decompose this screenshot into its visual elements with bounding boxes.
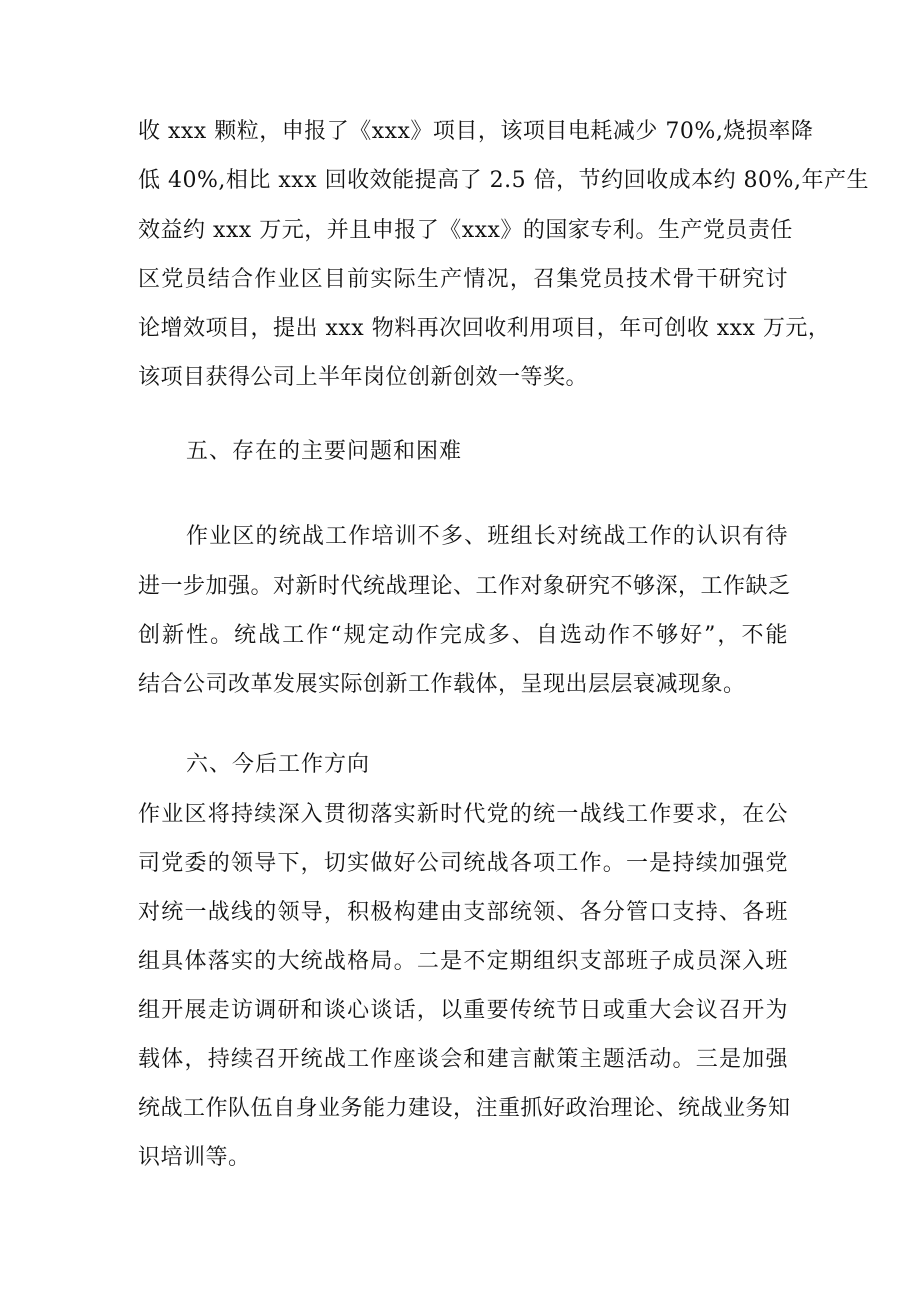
section-6-line-4: 组具体落实的大统战格局。二是不定期组织支部班子成员深入班: [138, 949, 788, 974]
paragraph-1-line-2: 低 40%,相比 xxx 回收效能提高了 2.5 倍，节约回收成本约 80%,年产生: [138, 168, 869, 193]
paragraph-1-line-4: 区党员结合作业区目前实际生产情况，召集党员技术骨干研究讨: [138, 267, 788, 292]
paragraph-1-line-5: 论增效项目，提出 xxx 物料再次回收利用项目，年可创收 xxx 万元，: [138, 316, 831, 341]
section-6-heading: 六、今后工作方向: [186, 752, 371, 777]
section-5-line-1: 作业区的统战工作培训不多、班组长对统战工作的认识有待: [186, 524, 788, 549]
section-5-line-2: 进一步加强。对新时代统战理论、工作对象研究不够深，工作缺乏: [138, 574, 791, 599]
section-6-line-5: 组开展走访调研和谈心谈话，以重要传统节日或重大会议召开为: [138, 998, 788, 1023]
section-6-line-1: 作业区将持续深入贯彻落实新时代党的统一战线工作要求，在公: [138, 802, 788, 827]
section-5-line-3: 创新性。统战工作“规定动作完成多、自选动作不够好”，不能: [138, 623, 788, 648]
section-6-line-6: 载体，持续召开统战工作座谈会和建言献策主题活动。三是加强: [138, 1047, 788, 1072]
paragraph-1-line-6: 该项目获得公司上半年岗位创新创效一等奖。: [138, 365, 589, 390]
section-6-line-8: 识培训等。: [138, 1145, 251, 1170]
section-6-line-3: 对统一战线的领导，积极构建由支部统领、各分管口支持、各班: [138, 900, 788, 925]
section-5-line-4: 结合公司改革发展实际创新工作载体，呈现出层层衰减现象。: [138, 672, 746, 697]
section-5-heading: 五、存在的主要问题和困难: [186, 439, 463, 464]
paragraph-1-line-3: 效益约 xxx 万元，并且申报了《xxx》的国家专利。生产党员责任: [138, 218, 793, 243]
paragraph-1-line-1: 收 xxx 颗粒，申报了《xxx》项目，该项目电耗减少 70%,烧损率降: [138, 119, 814, 144]
section-6-line-7: 统战工作队伍自身业务能力建设，注重抓好政治理论、统战业务知: [138, 1096, 791, 1121]
section-6-line-2: 司党委的领导下，切实做好公司统战各项工作。一是持续加强党: [138, 851, 788, 876]
